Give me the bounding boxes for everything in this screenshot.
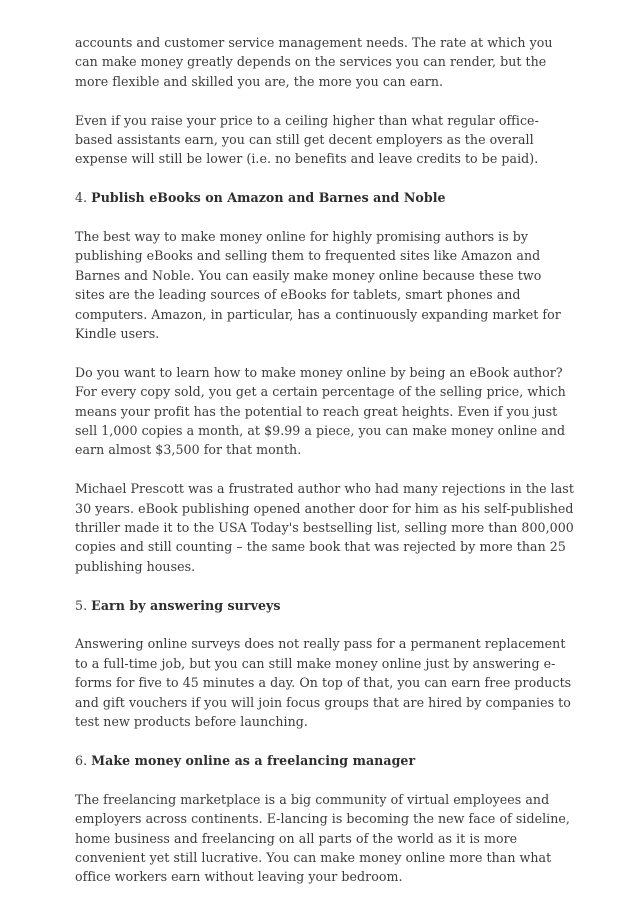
document-page: [75, 33, 575, 906]
section-title: Earn by answering surveys: [91, 597, 281, 613]
section-number: 4.: [75, 190, 92, 206]
paragraph-michael-prescott: Michael Prescott was a frustrated author who had many rejections in the last 30 years. eBook publishing opened another door for him as his self-published thriller made it to the USA Today's bestselling list, selling more than 800,000 copies and still counting – the same book that was rejected by more than 25 publishing houses.: [75, 481, 574, 574]
section-number: 5.: [75, 597, 92, 613]
paragraph-price-ceiling: Even if you raise your price to a ceiling higher than what regular office-based assistants earn, you can still get decent employers as the overall expense will still be lower (i.e. no benefits and leave credits to be paid).: [75, 112, 539, 167]
section-heading-ebooks: [75, 188, 575, 207]
section-title: Publish eBooks on Amazon and Barnes and Noble: [91, 190, 446, 206]
section-number: 6.: [75, 752, 92, 768]
paragraph-ebooks-intro: The best way to make money online for highly promising authors is by publishing eBooks and selling them to frequented sites like Amazon and Barnes and Noble. You can easily make money online because these two sites are the leading sources of eBooks for tablets, smart phones and computers. Amazon, in particular, has a continuously expanding market for Kindle users.: [75, 229, 561, 342]
section-title: Make money online as a freelancing manager: [91, 752, 416, 768]
section-heading-surveys: [75, 596, 575, 615]
paragraph-freelancing: The freelancing marketplace is a big community of virtual employees and employers across continents. E-lancing is becoming the new face of sideline, home business and freelancing on all parts of the world as it is more convenient yet still lucrative. You can make money online more than what office workers earn without leaving your bedroom.: [75, 791, 570, 885]
paragraph-service-rates: accounts and customer service management needs. The rate at which you can make money greatly depends on the services you can render, but the more flexible and skilled you are, the more you can earn.: [75, 35, 553, 89]
section-heading-freelancing: [75, 751, 575, 770]
paragraph-surveys: Answering online surveys does not really pass for a permanent replacement to a full-time job, but you can still make money online just by answering e-forms for five to 45 minutes a day. On top of that, you can earn free products and gift vouchers if you will join focus groups that are hired by companies to test new products before launching.: [75, 636, 572, 730]
paragraph-ebook-author: Do you want to learn how to make money online by being an eBook author? For every copy sold, you get a certain percentage of the selling price, which means your profit has the potential to reach great heights. Even if you just sell 1,000 copies a month, at $9.99 a piece, you can make money online and earn almost $3,500 for that month.: [75, 364, 566, 458]
